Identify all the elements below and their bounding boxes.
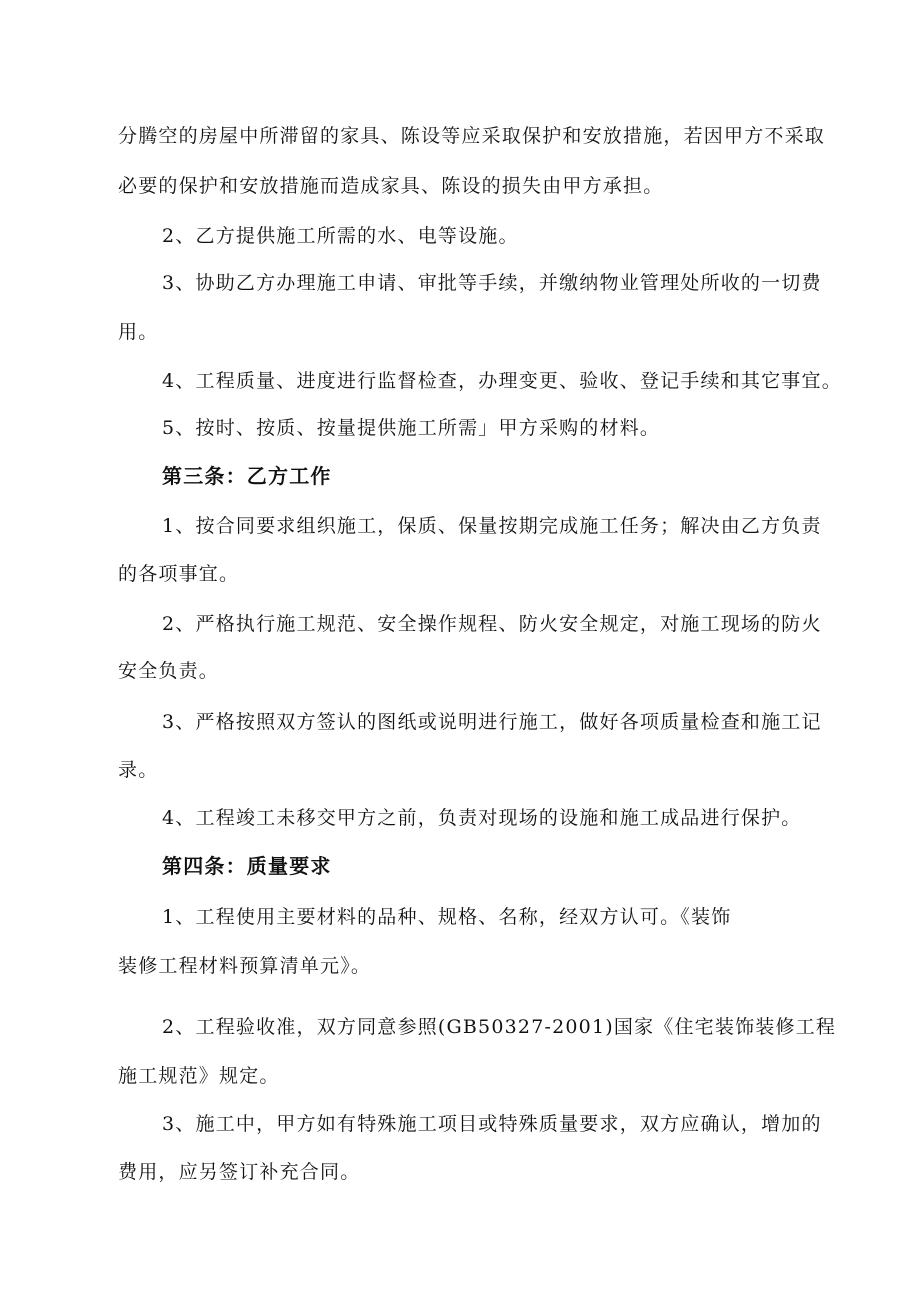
paragraph-line: 分腾空的房屋中所滞留的家具、陈设等应采取保护和安放措施，若因甲方不采取 [118,125,826,147]
section-heading: 第四条：质量要求 [162,854,332,878]
paragraph-line: 安全负责。 [118,660,220,682]
paragraph-line: 录。 [118,759,159,781]
paragraph-line: 1、工程使用主要材料的品种、规格、名称，经双方认可。《装饰 [162,906,732,928]
section-heading: 第三条：乙方工作 [162,464,332,488]
paragraph-line: 2、严格执行施工规范、安全操作规程、防火安全规定，对施工现场的防火 [162,613,822,635]
paragraph-line: 2、乙方提供施工所需的水、电等设施。 [162,225,519,247]
paragraph-line: 3、严格按照双方签认的图纸或说明进行施工，做好各项质量检查和施工记 [162,711,822,733]
paragraph-line: 装修工程材料预算清单元》。 [118,955,372,977]
paragraph-line: 必要的保护和安放措施而造成家具、陈设的损失由甲方承担。 [118,175,664,197]
paragraph-line: 5、按时、按质、按量提供施工所需」甲方采购的材料。 [162,417,661,439]
paragraph-line: 2、工程验收准，双方同意参照(GB50327-2001)国家《住宅装饰装修工程 [162,1016,837,1038]
paragraph-line: 的各项事宜。 [118,563,240,585]
paragraph-line: 3、施工中，甲方如有特殊施工项目或特殊质量要求，双方应确认，增加的 [162,1113,822,1135]
paragraph-line: 用。 [118,321,159,343]
paragraph-line: 费用，应另签订补充合同。 [118,1161,361,1183]
paragraph-line: 1、按合同要求组织施工，保质、保量按期完成施工任务；解决由乙方负责 [162,515,822,537]
paragraph-line: 施工规范》规定。 [118,1065,280,1087]
paragraph-line: 4、工程竣工未移交甲方之前，负责对现场的设施和施工成品进行保护。 [162,807,802,829]
paragraph-line: 4、工程质量、进度进行监督检查，办理变更、验收、登记手续和其它事宜。 [162,370,842,392]
paragraph-line: 3、协助乙方办理施工申请、审批等手续，并缴纳物业管理处所收的一切费 [162,272,822,294]
